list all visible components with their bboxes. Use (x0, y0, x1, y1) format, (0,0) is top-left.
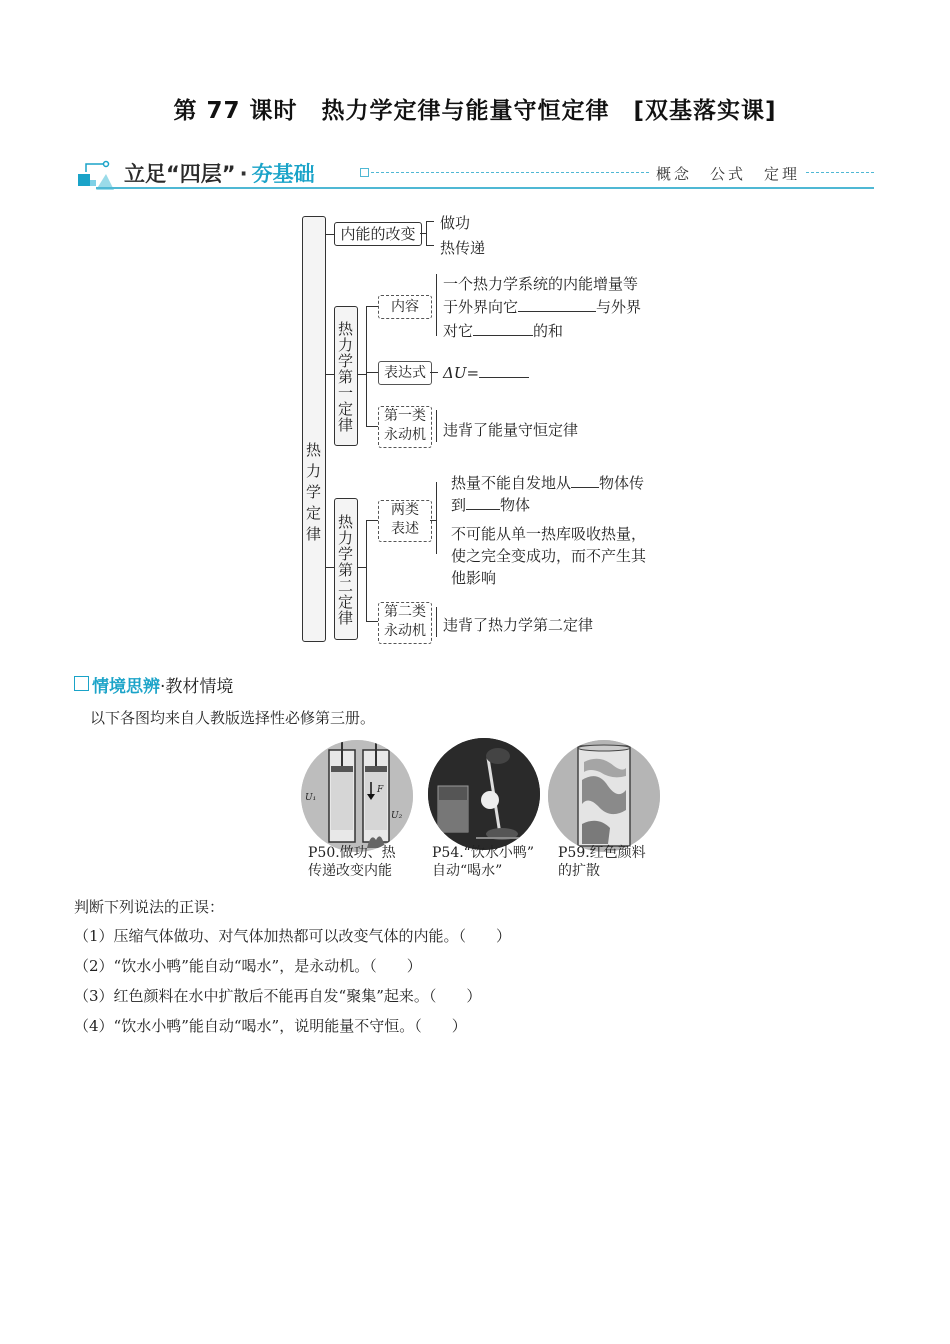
connector (436, 274, 437, 336)
connector (366, 520, 367, 622)
first-kind-machine-desc: 违背了能量守恒定律 (443, 421, 579, 439)
first-kind-machine-label-1: 第一类 (384, 408, 426, 424)
root-node: 热力学定律 (302, 216, 326, 642)
fill-blank (479, 377, 529, 378)
content-line-2 (443, 296, 641, 317)
caption-line-2: 自动“喝水” (432, 863, 503, 879)
kelvin-line-2: 使之完全变成功，而不产生其 (451, 547, 647, 565)
connector (426, 221, 427, 246)
clausius-line-1-a: 热量不能自发地从 (451, 474, 572, 492)
connector (366, 520, 378, 521)
content-line-2-a: 于外界向它 (443, 298, 519, 316)
piston-illustration (301, 740, 413, 852)
first-kind-machine-label-2: 永动机 (384, 427, 426, 443)
connector (366, 372, 378, 373)
kelvin-line-3: 他影响 (451, 569, 497, 587)
band-square-marker (360, 168, 369, 177)
drinking-duck-illustration (428, 738, 540, 850)
fill-blank (571, 487, 599, 488)
question-prompt: 判断下列说法的正误： (74, 898, 225, 916)
first-law-node: 热力学第一定律 (334, 306, 358, 446)
question-item: （4）“饮水小鸭”能自动“喝水”，说明能量不守恒。（ ） (74, 1017, 467, 1035)
question-item: （3）红色颜料在水中扩散后不能再自发“聚集”起来。（ ） (74, 987, 482, 1005)
band-title-accent: 夯基础 (251, 162, 315, 186)
band-title-prefix: 立足“四层” (124, 162, 236, 186)
caption-line-2: 传递改变内能 (308, 863, 392, 879)
connector (366, 306, 378, 307)
connector (358, 374, 366, 375)
connector (366, 621, 378, 622)
band-title (124, 158, 315, 188)
second-kind-machine-desc: 违背了热力学第二定律 (443, 616, 594, 634)
second-kind-machine-node (378, 602, 432, 644)
section-title-dot: · (160, 677, 166, 697)
connector (430, 372, 438, 373)
page-title: 第 77 课时 热力学定律与能量守恒定律 [双基落实课] (173, 98, 777, 124)
internal-energy-node: 内能的改变 (334, 222, 422, 246)
expression-node: 表达式 (378, 361, 432, 385)
label-u1: U₁ (305, 793, 317, 803)
item-heat-transfer: 热传递 (440, 239, 486, 257)
second-kind-machine-label-2: 永动机 (384, 623, 426, 639)
connector (326, 234, 334, 235)
connector (358, 567, 366, 568)
band-keywords: 概念 公式 定理 (650, 163, 806, 184)
label-u2: U₂ (391, 811, 403, 821)
band-title-dot: · (239, 162, 248, 186)
connector (436, 482, 437, 554)
expression-value: ΔU= (443, 364, 480, 382)
content-line-2-b: 与外界 (596, 298, 642, 316)
figure-pistons (301, 740, 413, 852)
kelvin-line-1: 不可能从单一热库吸收热量， (451, 525, 647, 543)
figure-drinking-duck (428, 738, 540, 850)
figure-caption (558, 844, 646, 880)
two-statements-node (378, 500, 432, 542)
label-f: F (377, 785, 384, 795)
clausius-line-2 (451, 494, 530, 515)
intro-text: 以下各图均来自人教版选择性必修第三册。 (90, 709, 376, 727)
content-line-1: 一个热力学系统的内能增量等 (443, 275, 639, 293)
section-title-rest: 教材情境 (165, 677, 234, 697)
fill-blank (473, 335, 533, 336)
dye-diffusion-illustration (548, 740, 660, 852)
figure-dye-diffusion (548, 740, 660, 852)
connector (436, 410, 437, 442)
clausius-line-1-b: 物体传 (599, 474, 645, 492)
caption-line-1: P54.“饮水小鸭” (432, 845, 534, 861)
second-kind-machine-label-1: 第二类 (384, 604, 426, 620)
fill-blank (518, 311, 596, 312)
content-line-3 (443, 320, 563, 341)
connector (366, 306, 367, 427)
section-title-accent: 情境思辨 (92, 677, 160, 697)
connector (426, 221, 434, 222)
figure-caption (432, 844, 534, 880)
section-title (92, 672, 233, 697)
clausius-line-2-a: 到 (451, 496, 467, 514)
two-statements-label-2: 表述 (391, 521, 419, 537)
clausius-line-2-b: 物体 (500, 496, 531, 514)
connector (366, 426, 378, 427)
item-work: 做功 (440, 214, 471, 232)
first-kind-machine-node (378, 406, 432, 448)
fill-blank (466, 509, 500, 510)
clausius-line-1 (451, 472, 644, 493)
content-line-3-b: 的和 (533, 322, 564, 340)
caption-line-2: 的扩散 (558, 863, 600, 879)
caption-line-1: P50.做功、热 (308, 845, 396, 861)
expression-text (443, 364, 529, 382)
content-node: 内容 (378, 295, 432, 319)
two-statements-label-1: 两类 (391, 502, 419, 518)
question-item: （1）压缩气体做功、对气体加热都可以改变气体的内能。（ ） (74, 927, 512, 945)
question-item: （2）“饮水小鸭”能自动“喝水”，是永动机。（ ） (74, 957, 422, 975)
connector (426, 245, 434, 246)
section-square-icon (74, 676, 89, 691)
content-line-3-a: 对它 (443, 322, 474, 340)
second-law-node: 热力学第二定律 (334, 498, 358, 640)
caption-line-1: P59.红色颜料 (558, 845, 646, 861)
connector (436, 607, 437, 637)
figure-caption (308, 844, 396, 880)
